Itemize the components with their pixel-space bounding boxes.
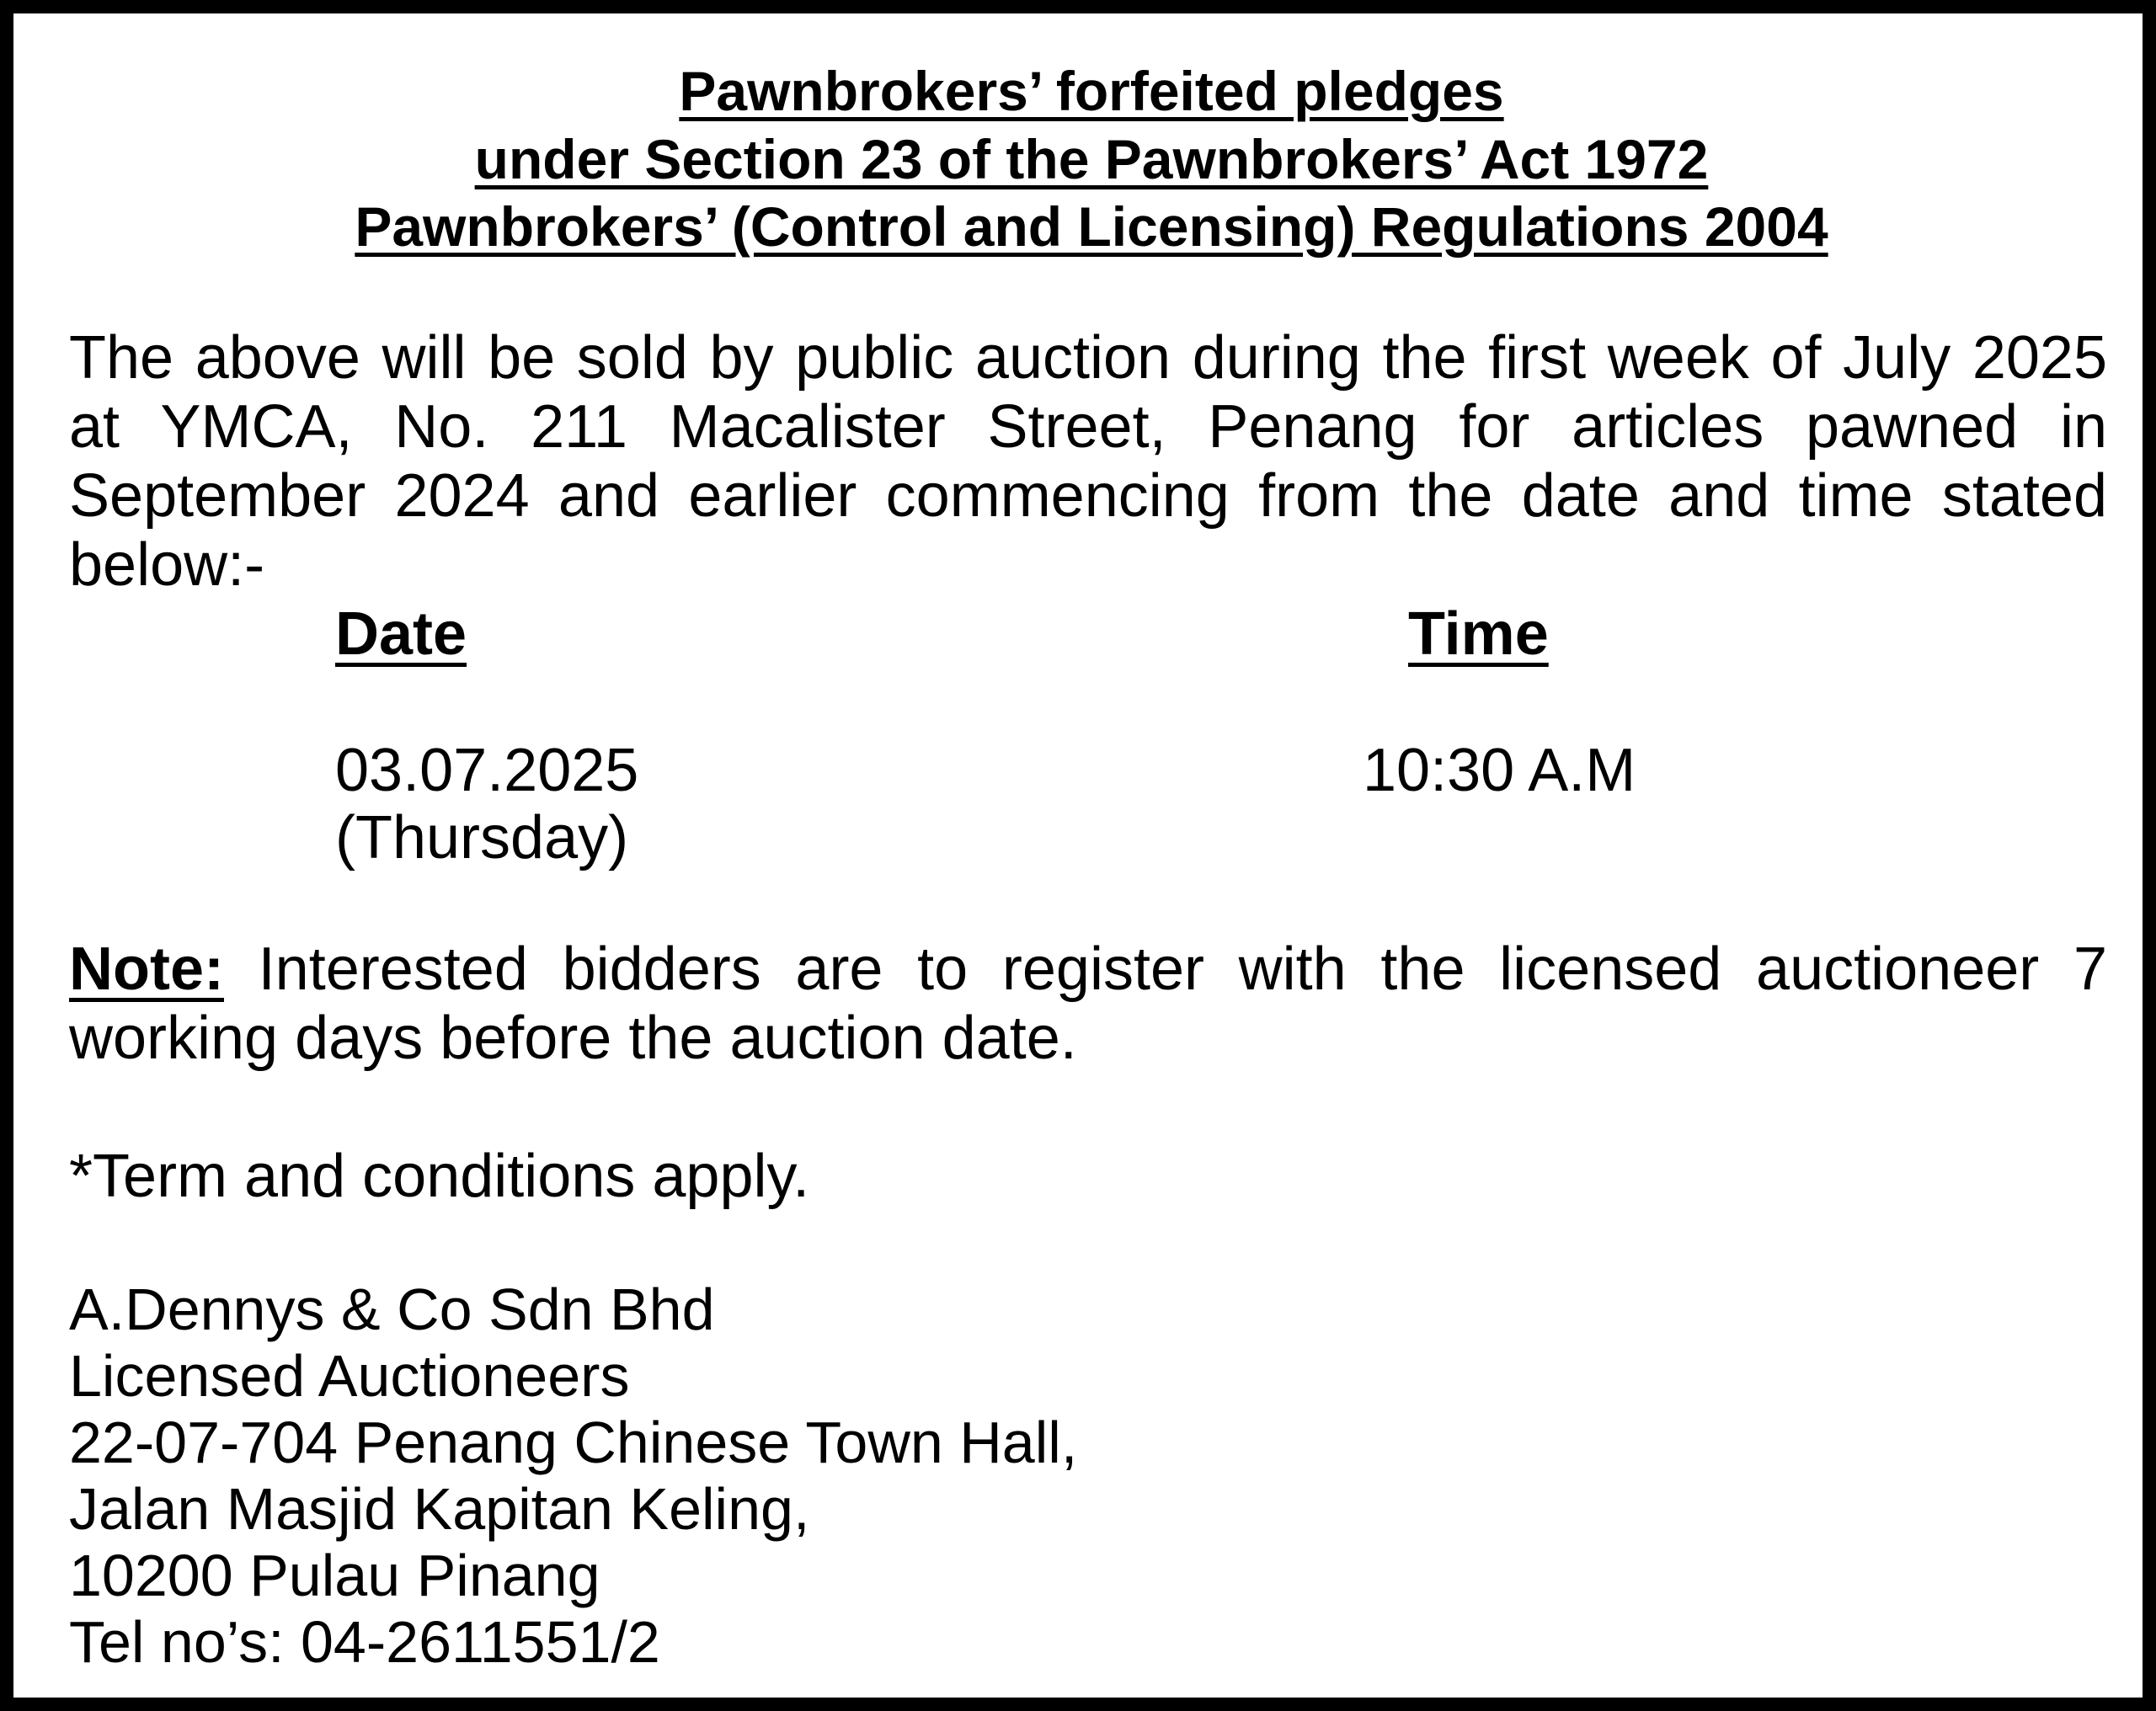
date-header: Date [335, 600, 467, 668]
terms-text: *Term and conditions apply. [69, 1143, 810, 1210]
note-text: Interested bidders are to register with the licensed auctioneer 7 working days before the auction date. [69, 935, 2107, 1072]
auction-time: 10:30 A.M [1363, 737, 1636, 804]
auctioneer-role: Licensed Auctioneers [69, 1343, 630, 1409]
title-line-3: Pawnbrokers’ (Control and Licensing) Regulations 2004 [355, 195, 1828, 258]
intro-paragraph: The above will be sold by public auction during the first week of July 2025 at YMCA, No. 211 Macalister Street, Penang for articles pawned in September 2024 and earlier commencing from the date and time stated below:- [69, 324, 2107, 599]
auctioneer-company: A.Dennys & Co Sdn Bhd [69, 1277, 715, 1342]
address-line-3: 10200 Pulau Pinang [69, 1543, 600, 1608]
address-line-1: 22-07-704 Penang Chinese Town Hall, [69, 1410, 1078, 1475]
phone-number: Tel no’s: 04-2611551/2 [69, 1609, 660, 1675]
title-line-1: Pawnbrokers’ forfeited pledges [679, 60, 1504, 122]
time-header: Time [1408, 600, 1549, 668]
auction-date: 03.07.2025 [335, 737, 639, 804]
auction-day: (Thursday) [335, 804, 629, 871]
title-line-2: under Section 23 of the Pawnbrokers’ Act 1972 [474, 128, 1709, 190]
note-label: Note: [69, 935, 224, 1003]
note-paragraph [69, 935, 2107, 1073]
address-line-2: Jalan Masjid Kapitan Keling, [69, 1476, 810, 1542]
